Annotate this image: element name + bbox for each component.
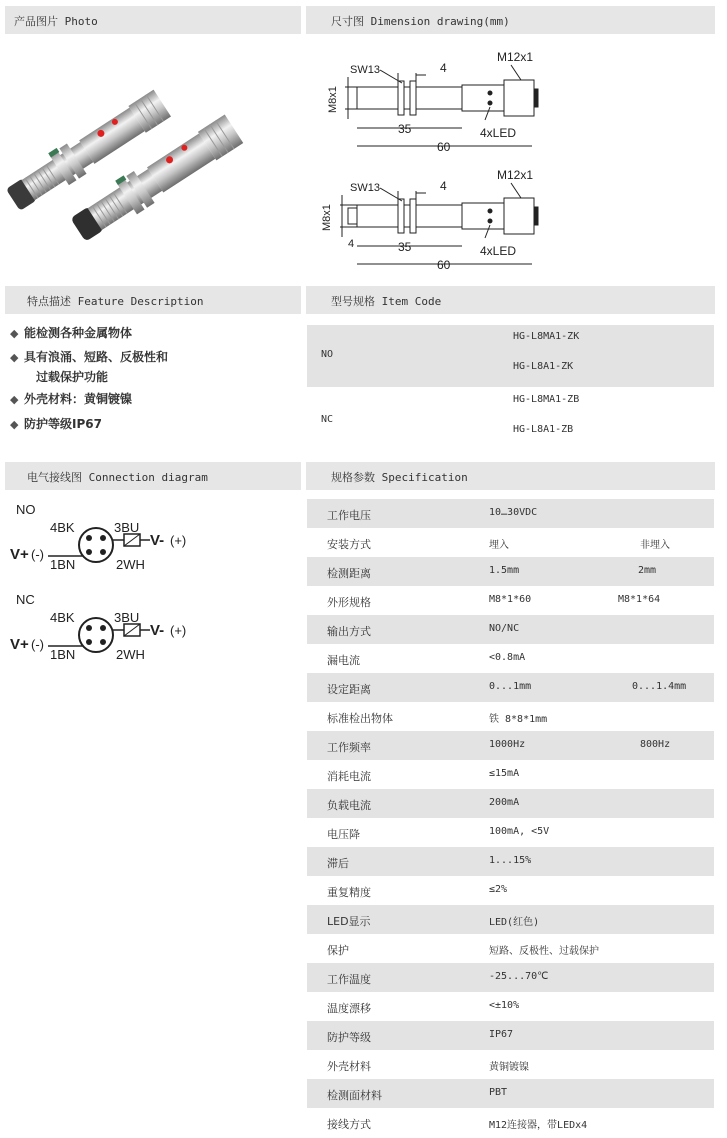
spec-value-alt: 800Hz [640, 739, 671, 750]
spec-row [307, 1079, 714, 1108]
spec-label: 安装方式 [327, 538, 371, 551]
dim-thread-2: M8x1 [321, 204, 333, 231]
spec-row [307, 615, 714, 644]
spec-value: 200mA [489, 797, 520, 808]
spec-label: 工作频率 [327, 741, 371, 754]
connection-diagram [8, 498, 208, 668]
spec-title: 规格参数 Specification [331, 471, 468, 484]
diamond-bullet-icon: ◆ [10, 418, 19, 431]
dim-len60-2: 60 [437, 258, 451, 272]
feature-item: ◆ 具有浪涌、短路、反极性和 [10, 350, 169, 364]
dim-sw-2: SW13 [350, 182, 380, 194]
spec-row [307, 1108, 714, 1137]
feature-item-continued: 过载保护功能 [36, 370, 109, 384]
spec-value: NO/NC [489, 623, 520, 634]
spec-value-alt: 0...1.4mm [632, 681, 687, 692]
dim-nut: 4 [440, 61, 447, 75]
spec-value: 100mA, <5V [489, 826, 550, 837]
spec-value-alt: 2mm [638, 565, 657, 576]
spec-row [307, 789, 714, 818]
spec-value: 10…30VDC [489, 507, 538, 518]
spec-value: 埋入 [489, 540, 509, 551]
spec-value: M12连接器，带LEDx4 [489, 1120, 588, 1131]
spec-label: 滞后 [327, 857, 349, 870]
spec-value: 黄铜镀镍 [489, 1062, 529, 1073]
spec-label: 设定距离 [327, 683, 371, 696]
conn-vminus: V- [150, 532, 165, 549]
conn-pin3: 3BU [114, 520, 140, 535]
spec-label: 工作电压 [327, 509, 371, 522]
spec-value: ≤15mA [489, 768, 520, 779]
conn-vpos-paren: (+) [170, 623, 187, 638]
conn-pin1: 1BN [50, 647, 76, 662]
spec-value: 1.5mm [489, 565, 520, 576]
spec-row [307, 1050, 714, 1079]
spec-row [307, 1021, 714, 1050]
spec-header [306, 462, 715, 490]
feature-item: ◆ 能检测各种金属物体 [10, 326, 133, 340]
spec-row [307, 963, 714, 992]
spec-label: 漏电流 [327, 654, 360, 667]
item-code-title: 型号规格 Item Code [331, 295, 442, 308]
product-photo [3, 60, 253, 250]
dim-len60: 60 [437, 140, 451, 154]
item-code: HG-L8A1-ZB [513, 424, 574, 435]
dim-len35: 35 [398, 122, 412, 136]
spec-label: 检测面材料 [327, 1089, 382, 1102]
diamond-bullet-icon: ◆ [10, 393, 19, 406]
dim-connector: M12x1 [497, 50, 534, 64]
item-code: HG-L8MA1-ZK [513, 331, 580, 342]
feature-title: 特点描述 Feature Description [27, 295, 204, 308]
conn-pin1: 1BN [50, 557, 76, 572]
item-code-type: NO [321, 349, 334, 360]
item-code-header [306, 286, 715, 314]
spec-label: 接线方式 [327, 1118, 371, 1131]
spec-value: -25...70℃ [489, 971, 549, 982]
conn-label: NO [16, 502, 36, 517]
connection-header [5, 462, 301, 490]
spec-value: 1...15% [489, 855, 532, 866]
photo-title: 产品图片 Photo [14, 15, 98, 28]
dimension-title: 尺寸图 Dimension drawing(mm) [331, 15, 510, 28]
spec-row [307, 586, 714, 615]
spec-row [307, 499, 714, 528]
photo-header [5, 6, 301, 34]
dimension-drawing [320, 45, 550, 275]
conn-vplus: V+ [10, 546, 29, 563]
conn-vneg-paren: (-) [31, 637, 44, 652]
spec-value: 1000Hz [489, 739, 526, 750]
spec-value: PBT [489, 1087, 508, 1098]
spec-label: 电压降 [327, 828, 360, 841]
spec-value: <±10% [489, 1000, 520, 1011]
conn-pin2: 2WH [116, 557, 145, 572]
spec-row [307, 528, 714, 557]
spec-label: 标准检出物体 [327, 712, 393, 725]
spec-label: 负载电流 [327, 799, 371, 812]
spec-label: 消耗电流 [327, 770, 371, 783]
item-code: HG-L8A1-ZK [513, 361, 574, 372]
conn-vplus: V+ [10, 636, 29, 653]
diamond-bullet-icon: ◆ [10, 351, 19, 364]
spec-row [307, 731, 714, 760]
spec-value-alt: M8*1*64 [618, 594, 661, 605]
spec-value: LED(红色) [489, 917, 540, 928]
item-code-row-no [307, 325, 714, 387]
item-code: HG-L8MA1-ZB [513, 394, 580, 405]
conn-label: NC [16, 592, 35, 607]
conn-pin3: 3BU [114, 610, 140, 625]
spec-row [307, 644, 714, 673]
spec-value: 铁 8*8*1mm [489, 714, 548, 725]
spec-value-alt: 非埋入 [640, 540, 670, 551]
spec-label: 重复精度 [327, 886, 371, 899]
spec-label: 外壳材料 [327, 1060, 371, 1073]
spec-value: 0...1mm [489, 681, 532, 692]
connection-diagram-no [10, 502, 186, 572]
spec-label: 保护 [327, 944, 349, 957]
item-code-row-nc [307, 387, 714, 449]
spec-row [307, 992, 714, 1021]
connection-title: 电气接线图 Connection diagram [27, 471, 208, 484]
dim-led-2: 4xLED [480, 244, 517, 258]
spec-row [307, 847, 714, 876]
spec-row [307, 876, 714, 905]
spec-row [307, 905, 714, 934]
conn-vminus: V- [150, 622, 165, 639]
dim-sw: SW13 [350, 64, 380, 76]
spec-value: M8*1*60 [489, 594, 532, 605]
spec-label: 温度漂移 [327, 1002, 371, 1015]
spec-row [307, 673, 714, 702]
dim-thread: M8x1 [327, 86, 339, 113]
dim-led: 4xLED [480, 126, 517, 140]
feature-header [5, 286, 301, 314]
conn-pin2: 2WH [116, 647, 145, 662]
conn-pin4: 4BK [50, 520, 75, 535]
spec-label: 外形规格 [327, 596, 371, 609]
dim-nut-2: 4 [440, 179, 447, 193]
conn-pin4: 4BK [50, 610, 75, 625]
connection-diagram-nc [10, 592, 186, 662]
spec-label: 工作温度 [327, 973, 371, 986]
spec-value: IP67 [489, 1029, 514, 1040]
conn-vneg-paren: (-) [31, 547, 44, 562]
spec-row [307, 702, 714, 731]
spec-row [307, 934, 714, 963]
dimension-header [306, 6, 715, 34]
conn-vpos-paren: (+) [170, 533, 187, 548]
spec-value: <0.8mA [489, 652, 526, 663]
spec-value: ≤2% [489, 884, 508, 895]
spec-row [307, 760, 714, 789]
spec-label: 输出方式 [327, 625, 371, 638]
spec-label: 防护等级 [327, 1031, 371, 1044]
spec-row [307, 818, 714, 847]
spec-label: LED显示 [327, 915, 371, 928]
dim-connector-2: M12x1 [497, 168, 534, 182]
spec-label: 检测距离 [327, 567, 371, 580]
spec-value: 短路、反极性、过载保护 [489, 946, 599, 957]
feature-item: ◆ 防护等级IP67 [10, 417, 102, 431]
dim-len35-2: 35 [398, 240, 412, 254]
spec-row [307, 557, 714, 586]
item-code-type: NC [321, 414, 334, 425]
dim-protrude: 4 [348, 238, 355, 250]
feature-item: ◆ 外壳材料：黄铜镀镍 [10, 392, 133, 406]
diamond-bullet-icon: ◆ [10, 327, 19, 340]
